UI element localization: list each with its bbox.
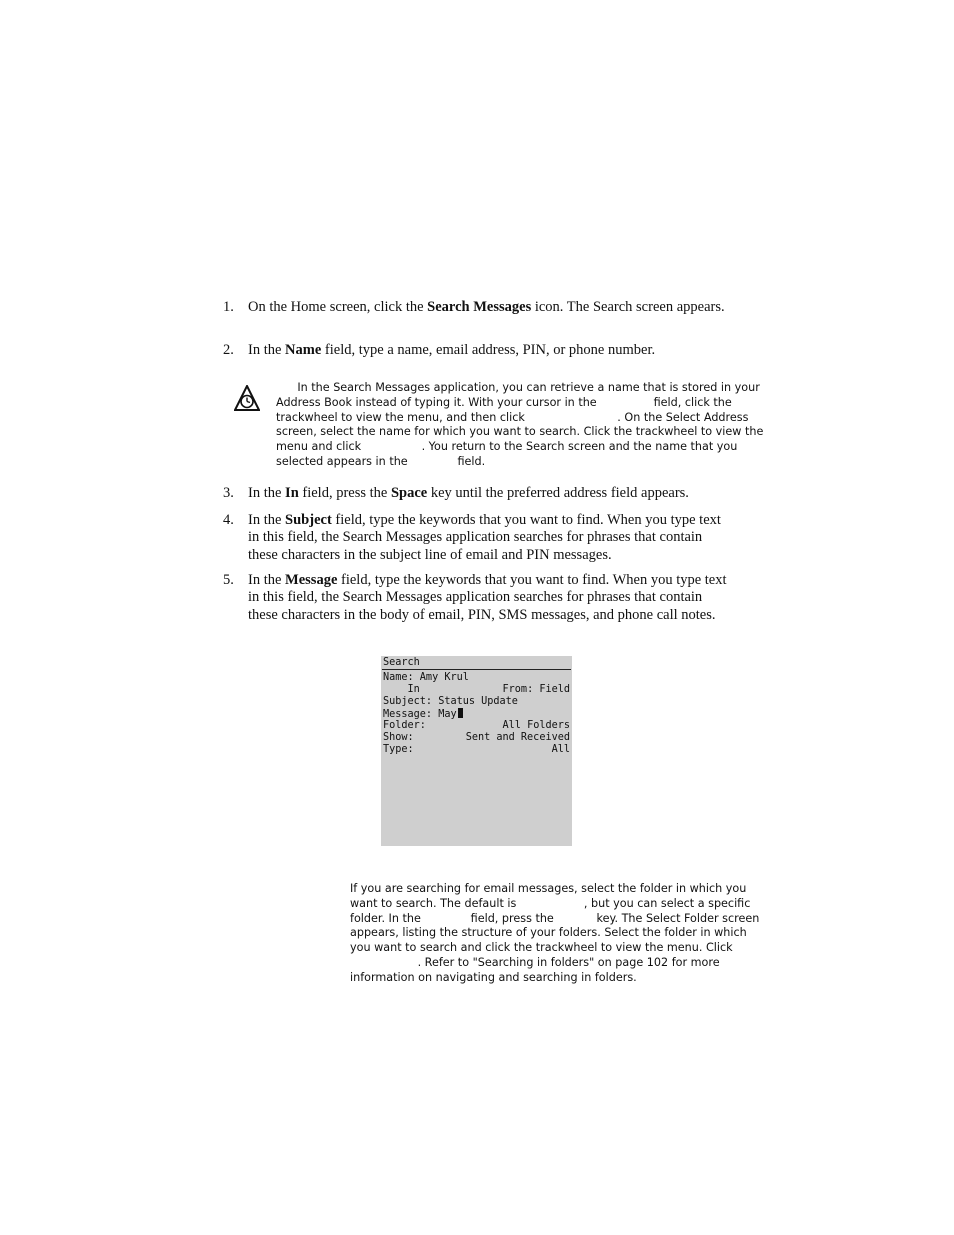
field-label: Subject: Status Update	[383, 696, 518, 707]
tip-note-line: screen, select the name for which you want to search. Click the trackwheel to view the	[276, 425, 764, 439]
clock-tip-icon	[234, 385, 260, 411]
tip-note-line: Address Book instead of typing it. With your cursor in the field, click the	[276, 395, 732, 409]
folder-field[interactable]	[382, 720, 570, 732]
step-keyword: Subject	[285, 512, 332, 528]
device-search-screen	[381, 656, 572, 846]
subject-field[interactable]	[382, 696, 570, 708]
field-label: Name: Amy Krul	[383, 672, 469, 683]
step-text-mid: field, press the	[298, 485, 391, 501]
type-field[interactable]	[382, 744, 570, 756]
folder-note	[350, 882, 759, 986]
folder-note-line: information on navigating and searching in folders.	[350, 970, 637, 984]
step-text-post: key until the preferred address field appears.	[427, 485, 689, 501]
step-text	[248, 299, 730, 316]
folder-note-line: want to search. The default is , but you can select a specific	[350, 896, 751, 910]
step-text-pre: In the	[248, 572, 286, 588]
step-keyword: Space	[390, 485, 428, 501]
folder-note-line: appears, listing the structure of your folders. Select the folder in which	[350, 926, 747, 940]
field-label: Type:	[383, 744, 414, 755]
step-keyword: Search Messages	[427, 299, 532, 315]
step-text	[248, 572, 730, 624]
step-text-post: field, type the keywords that you want to find. When you type text in this field, the Search Messages application searches for phrases that contain these characters in the body of email, PIN, SMS messages, and phone call notes.	[248, 572, 727, 623]
tip-note-line: menu and click . You return to the Search screen and the name that you	[276, 440, 738, 454]
step-keyword: Message	[285, 572, 338, 588]
step-number: 4.	[223, 512, 234, 528]
tip-note-line: In the Search Messages application, you can retrieve a name that is stored in your	[276, 381, 760, 394]
step-keyword: Name	[285, 342, 322, 358]
field-value: All	[551, 744, 570, 755]
text-cursor	[458, 708, 463, 718]
field-label: Folder:	[383, 720, 426, 731]
tip-note-line: selected appears in the field.	[276, 454, 486, 468]
step-text-post: field, type the keywords that you want to find. When you type text in this field, the Search Messages application searches for phrases that contain these characters in the subject line of email and PIN messages.	[248, 512, 721, 563]
field-value: Sent and Received	[465, 732, 570, 743]
folder-note-line: . Refer to "Searching in folders" on page 102 for more	[350, 955, 720, 969]
step-text-pre: On the Home screen, click the	[248, 299, 428, 315]
step-text	[248, 485, 730, 502]
step-text-pre: In the	[248, 342, 286, 358]
tip-note	[276, 381, 763, 470]
screen-title: Search	[383, 657, 420, 668]
step-number: 3.	[223, 485, 234, 501]
step-number: 5.	[223, 572, 234, 588]
title-divider	[382, 669, 571, 670]
tip-note-line: trackwheel to view the menu, and then click . On the Select Address	[276, 410, 749, 424]
step-text	[248, 342, 730, 359]
field-label-group	[383, 708, 463, 721]
field-label: Show:	[383, 732, 414, 743]
step-keyword: In	[285, 485, 299, 501]
in-field[interactable]	[382, 684, 570, 696]
step-text-post: icon. The Search screen appears.	[531, 299, 725, 315]
step-number: 2.	[223, 342, 234, 358]
message-field[interactable]	[382, 708, 570, 720]
field-label: Message: May	[383, 709, 457, 720]
step-text-pre: In the	[248, 485, 286, 501]
field-value: From: Field	[502, 684, 570, 695]
step-number: 1.	[223, 299, 234, 315]
folder-note-line: you want to search and click the trackwheel to view the menu. Click	[350, 941, 733, 955]
field-value: All Folders	[502, 720, 570, 731]
step-text-post: field, type a name, email address, PIN, or phone number.	[321, 342, 656, 358]
field-label: In	[383, 684, 420, 695]
show-field[interactable]	[382, 732, 570, 744]
step-text	[248, 512, 730, 564]
folder-note-line: If you are searching for email messages, select the folder in which you	[350, 882, 747, 895]
step-text-pre: In the	[248, 512, 286, 528]
name-field[interactable]	[382, 672, 570, 684]
folder-note-line: folder. In the field, press the key. The Select Folder screen	[350, 911, 760, 925]
